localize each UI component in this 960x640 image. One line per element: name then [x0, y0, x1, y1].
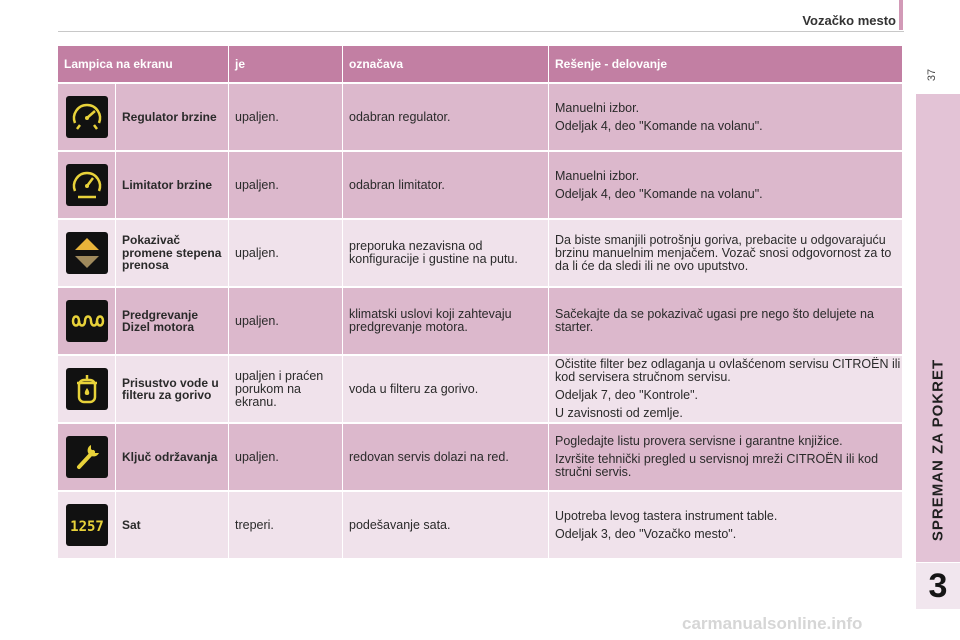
header-rule — [58, 31, 904, 32]
wrench-icon — [66, 436, 108, 478]
glow-plug-icon — [66, 300, 108, 342]
action-line: Pogledajte listu provera servisne i garantne knjižice. — [555, 434, 843, 448]
light-meaning: voda u filteru za gorivo. — [343, 356, 549, 422]
light-name: Prisustvo vode u filteru za gorivo — [116, 356, 229, 422]
action-line: Očistite filter bez odlaganja u ovlašćenom servisu CITROËN ili kod servisera stručnom servisu. — [555, 357, 901, 384]
light-action — [549, 424, 902, 490]
chapter-number: 3 — [928, 566, 948, 605]
light-action — [549, 288, 902, 354]
action-line: U zavisnosti od zemlje. — [555, 406, 683, 420]
watermark: carmanualsonline.info — [682, 614, 863, 633]
table-row — [58, 84, 902, 150]
action-line: Manuelni izbor. — [555, 168, 640, 183]
light-action — [549, 492, 902, 558]
action-line: Odeljak 4, deo "Komande na volanu". — [555, 118, 763, 133]
action-line: Da biste smanjili potrošnju goriva, prebacite u odgovarajuću brzinu manuelnim menjačem. Vozač snosi odgovornost za to da li će da sledi ili ne ovo uputstvo. — [555, 232, 892, 273]
chapter-label: SPREMAN ZA POKRET — [929, 358, 947, 542]
light-meaning: odabran regulator. — [343, 84, 549, 150]
light-name: Regulator brzine — [116, 84, 229, 150]
header-resenje: Rešenje - delovanje — [555, 57, 668, 71]
action-line: Odeljak 4, deo "Komande na volanu". — [555, 186, 763, 201]
light-state: upaljen. — [229, 424, 343, 490]
gear-shift-arrows-icon — [66, 232, 108, 274]
light-name: Limitator brzine — [116, 152, 229, 218]
light-action — [549, 220, 902, 286]
table-row — [58, 492, 902, 558]
table-row — [58, 288, 902, 354]
table-header — [58, 46, 902, 82]
light-state: treperi. — [229, 492, 343, 558]
light-state: upaljen. — [229, 220, 343, 286]
light-state: upaljen. — [229, 152, 343, 218]
light-action — [549, 356, 902, 422]
warning-lights-table — [58, 46, 902, 558]
header-accent — [899, 0, 903, 30]
clock-display-icon — [66, 504, 108, 546]
action-line: Izvršite tehnički pregled u servisnoj mreži CITROËN ili kod stručni servis. — [555, 452, 879, 479]
svg-text:1257: 1257 — [69, 519, 104, 535]
header-oznacava: označava — [343, 46, 549, 82]
table-row — [58, 356, 902, 422]
table-row — [58, 424, 902, 490]
action-line: Sačekajte da se pokazivač ugasi pre nego što delujete na starter. — [555, 307, 874, 334]
section-title: Vozačko mesto — [802, 13, 896, 28]
page-number: 37 — [926, 68, 938, 82]
light-meaning: preporuka nezavisna od konfiguracije i gustine na putu. — [343, 220, 549, 286]
table-row — [58, 220, 902, 286]
action-line: Upotreba levog tastera instrument table. — [555, 508, 778, 523]
light-name: Sat — [116, 492, 229, 558]
light-meaning: podešavanje sata. — [343, 492, 549, 558]
light-name: Pokazivač promene stepena prenosa — [116, 220, 229, 286]
light-state: upaljen. — [229, 288, 343, 354]
light-action — [549, 152, 902, 218]
light-meaning: klimatski uslovi koji zahtevaju predgrevanje motora. — [343, 288, 549, 354]
table-row — [58, 152, 902, 218]
light-action — [549, 84, 902, 150]
light-name: Predgrevanje Dizel motora — [116, 288, 229, 354]
speed-regulator-icon — [66, 96, 108, 138]
action-line: Odeljak 3, deo "Vozačko mesto". — [555, 526, 737, 541]
action-line: Manuelni izbor. — [555, 100, 640, 115]
light-meaning: odabran limitator. — [343, 152, 549, 218]
light-state: upaljen. — [229, 84, 343, 150]
water-in-fuel-filter-icon — [66, 368, 108, 410]
action-line: Odeljak 7, deo "Kontrole". — [555, 388, 698, 402]
speed-limiter-icon — [66, 164, 108, 206]
header-lampica: Lampica na ekranu — [58, 46, 229, 82]
header-je: je — [229, 46, 343, 82]
light-meaning: redovan servis dolazi na red. — [343, 424, 549, 490]
light-state: upaljen i praćen porukom na ekranu. — [229, 356, 343, 422]
light-name: Ključ održavanja — [116, 424, 229, 490]
